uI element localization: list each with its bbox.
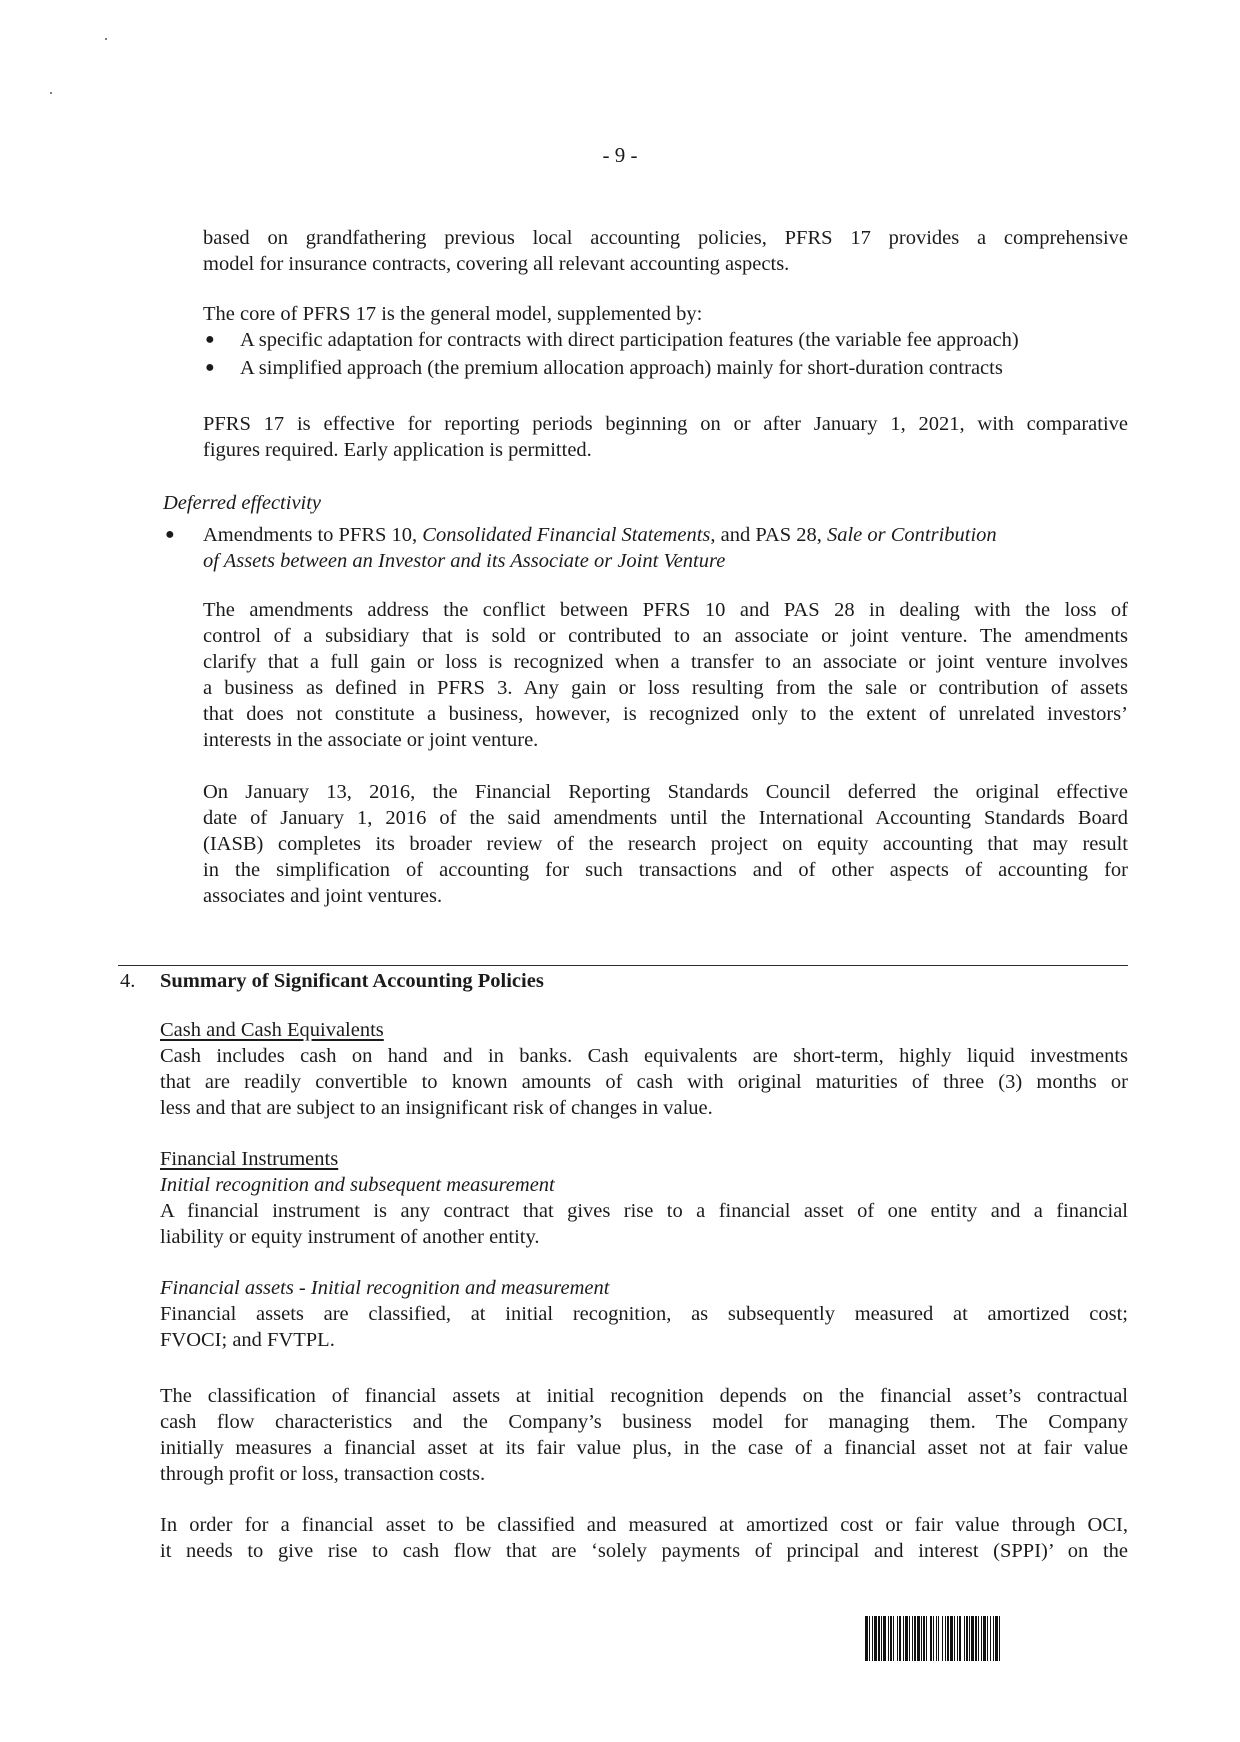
bullet-icon: ● bbox=[205, 359, 215, 376]
amendments-line: a business as defined in PFRS 3. Any gain or loss resulting from the sale or contribution of assets bbox=[203, 677, 1128, 699]
cash-heading: Cash and Cash Equivalents bbox=[160, 1019, 384, 1041]
amendment-text: , and PAS 28, bbox=[710, 524, 827, 546]
measurement-line: The classification of financial assets at initial recognition depends on the financial asset’s contractual bbox=[160, 1385, 1128, 1407]
section-title: Summary of Significant Accounting Policies bbox=[160, 970, 544, 992]
deferred-heading: Deferred effectivity bbox=[163, 492, 322, 514]
bullet-icon: ● bbox=[205, 331, 215, 348]
standard-title: Consolidated Financial Statements bbox=[422, 524, 711, 546]
deferral-line: date of January 1, 2016 of the said amendments until the International Accounting Standards Board bbox=[203, 807, 1128, 829]
standard-title: Sale or Contribution bbox=[826, 524, 997, 546]
deferred-bullet-line bbox=[203, 522, 997, 548]
initial-recognition-subheading: Initial recognition and subsequent measurement bbox=[160, 1174, 555, 1196]
amendments-line: control of a subsidiary that is sold or contributed to an associate or joint venture. The amendments bbox=[203, 625, 1128, 647]
cash-line: that are readily convertible to known amounts of cash with original maturities of three (3) months or bbox=[160, 1071, 1128, 1093]
amendments-line: clarify that a full gain or loss is recognized when a transfer to an associate or joint venture involves bbox=[203, 651, 1128, 673]
measurement-line: through profit or loss, transaction costs. bbox=[160, 1463, 486, 1485]
measurement-line: cash flow characteristics and the Company’s business model for managing them. The Company bbox=[160, 1411, 1128, 1433]
cash-line: less and that are subject to an insignificant risk of changes in value. bbox=[160, 1097, 713, 1119]
financial-instrument-line: A financial instrument is any contract that gives rise to a financial asset of one entity and a financial bbox=[160, 1200, 1128, 1222]
deferral-line: On January 13, 2016, the Financial Reporting Standards Council deferred the original effective bbox=[203, 781, 1128, 803]
scan-speck bbox=[105, 38, 107, 40]
deferral-line: in the simplification of accounting for such transactions and of other aspects of accounting for bbox=[203, 859, 1128, 881]
amendment-text: Amendments to PFRS 10, bbox=[203, 524, 423, 546]
page-number: - 9 - bbox=[602, 143, 638, 167]
financial-instrument-line: liability or equity instrument of another entity. bbox=[160, 1226, 540, 1248]
sppi-line: In order for a financial asset to be classified and measured at amortized cost or fair value through OCI, bbox=[160, 1514, 1128, 1536]
deferral-line: associates and joint ventures. bbox=[203, 885, 443, 907]
bullet-icon: ● bbox=[165, 526, 175, 543]
financial-instruments-heading: Financial Instruments bbox=[160, 1148, 339, 1170]
deferred-bullet-line: of Assets between an Investor and its Associate or Joint Venture bbox=[203, 550, 726, 572]
section-number: 4. bbox=[120, 970, 136, 992]
classification-line: Financial assets are classified, at initial recognition, as subsequently measured at amortized cost; bbox=[160, 1303, 1128, 1325]
intro-line: model for insurance contracts, covering all relevant accounting aspects. bbox=[203, 253, 790, 275]
financial-assets-subheading: Financial assets - Initial recognition and measurement bbox=[160, 1277, 610, 1299]
bullet-item: A specific adaptation for contracts with direct participation features (the variable fee approach) bbox=[240, 329, 1019, 351]
deferral-line: (IASB) completes its broader review of the research project on equity accounting that may result bbox=[203, 833, 1128, 855]
amendments-line: that does not constitute a business, however, is recognized only to the extent of unrelated investors’ bbox=[203, 703, 1128, 725]
barcode-icon bbox=[865, 1616, 1115, 1661]
amendments-line: interests in the associate or joint venture. bbox=[203, 729, 539, 751]
scan-speck bbox=[50, 92, 52, 94]
section-divider bbox=[118, 965, 1128, 966]
bullet-item: A simplified approach (the premium allocation approach) mainly for short-duration contracts bbox=[240, 357, 1003, 379]
classification-line: FVOCI; and FVTPL. bbox=[160, 1329, 335, 1351]
measurement-line: initially measures a financial asset at its fair value plus, in the case of a financial asset not at fair value bbox=[160, 1437, 1128, 1459]
sppi-line: it needs to give rise to cash flow that are ‘solely payments of principal and interest (SPPI)’ on the bbox=[160, 1540, 1128, 1562]
core-model-lead: The core of PFRS 17 is the general model, supplemented by: bbox=[203, 303, 703, 325]
effective-line: PFRS 17 is effective for reporting periods beginning on or after January 1, 2021, with comparative bbox=[203, 413, 1128, 435]
effective-line: figures required. Early application is permitted. bbox=[203, 439, 592, 461]
intro-line: based on grandfathering previous local accounting policies, PFRS 17 provides a comprehensive bbox=[203, 227, 1128, 249]
amendments-line: The amendments address the conflict between PFRS 10 and PAS 28 in dealing with the loss of bbox=[203, 599, 1128, 621]
cash-line: Cash includes cash on hand and in banks. Cash equivalents are short-term, highly liquid investments bbox=[160, 1045, 1128, 1067]
